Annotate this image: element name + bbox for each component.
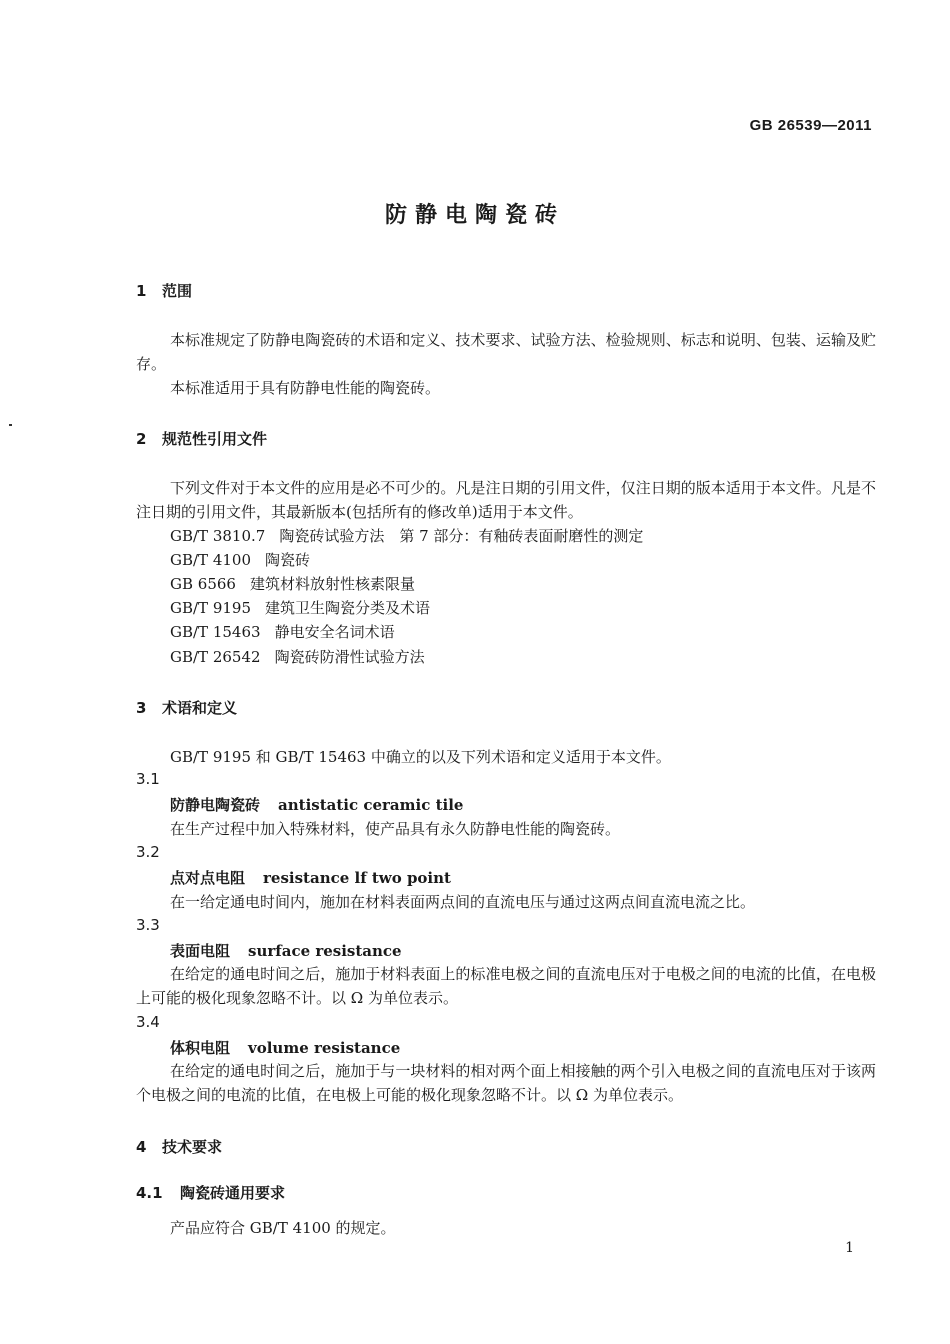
- scan-speck: [9, 424, 12, 426]
- term-definition: 在生产过程中加入特殊材料，使产品具有永久防静电性能的陶瓷砖。: [170, 820, 621, 838]
- term-definition: 在给定的通电时间之后，施加于材料表面上的标准电极之间的直流电压对于电极之间的电流的比值，在电极上可能的极化现象忽略不计。以 Ω 为单位表示。: [136, 965, 876, 1007]
- term-definition: 在给定的通电时间之后，施加于与一块材料的相对两个面上相接触的两个引入电极之间的直流电压对于该两个电极之间的电流的比值，在电极上可能的极化现象忽略不计。以 Ω 为单位表示。: [136, 1062, 876, 1104]
- term-number: 3.4: [136, 1013, 160, 1031]
- term-title: 点对点电阻 resistance lf two point: [170, 869, 451, 887]
- reference-item: GB 6566 建筑材料放射性核素限量: [170, 575, 415, 593]
- reference-item: GB/T 4100 陶瓷砖: [170, 551, 311, 569]
- section-1-paragraph-1: 本标准规定了防静电陶瓷砖的术语和定义、技术要求、试验方法、检验规则、标志和说明、包装、运输及贮存。: [136, 331, 876, 373]
- section-4-1-heading: 4.1 陶瓷砖通用要求: [136, 1184, 286, 1202]
- section-2-heading: 2 规范性引用文件: [136, 430, 268, 448]
- term-title: 体积电阻 volume resistance: [170, 1039, 401, 1057]
- section-4-1-paragraph: 产品应符合 GB/T 4100 的规定。: [170, 1219, 396, 1237]
- section-4-heading: 4 技术要求: [136, 1138, 223, 1156]
- term-number: 3.3: [136, 916, 160, 934]
- section-3-heading: 3 术语和定义: [136, 699, 238, 717]
- term-number: 3.1: [136, 770, 160, 788]
- reference-item: GB/T 3810.7 陶瓷砖试验方法 第 7 部分：有釉砖表面耐磨性的测定: [170, 527, 644, 545]
- page-title: 防静电陶瓷砖: [384, 203, 565, 228]
- term-number: 3.2: [136, 843, 160, 861]
- term-title: 表面电阻 surface resistance: [170, 942, 402, 960]
- reference-item: GB/T 15463 静电安全名词术语: [170, 623, 395, 641]
- section-2-paragraph-1: 下列文件对于本文件的应用是必不可少的。凡是注日期的引用文件，仅注日期的版本适用于本文件。凡是不注日期的引用文件，其最新版本(包括所有的修改单)适用于本文件。: [136, 479, 876, 521]
- term-title: 防静电陶瓷砖 antistatic ceramic tile: [170, 796, 464, 814]
- reference-item: GB/T 26542 陶瓷砖防滑性试验方法: [170, 648, 425, 666]
- reference-item: GB/T 9195 建筑卫生陶瓷分类及术语: [170, 599, 431, 617]
- section-3-intro: GB/T 9195 和 GB/T 15463 中确立的以及下列术语和定义适用于本文件。: [170, 748, 671, 766]
- section-1-paragraph-2: 本标准适用于具有防静电性能的陶瓷砖。: [170, 379, 441, 397]
- page-number: 1: [845, 1240, 854, 1256]
- standard-code: GB 26539—2011: [749, 117, 872, 134]
- section-1-heading: 1 范围: [136, 282, 193, 300]
- term-definition: 在一给定通电时间内，施加在材料表面两点间的直流电压与通过这两点间直流电流之比。: [170, 893, 756, 911]
